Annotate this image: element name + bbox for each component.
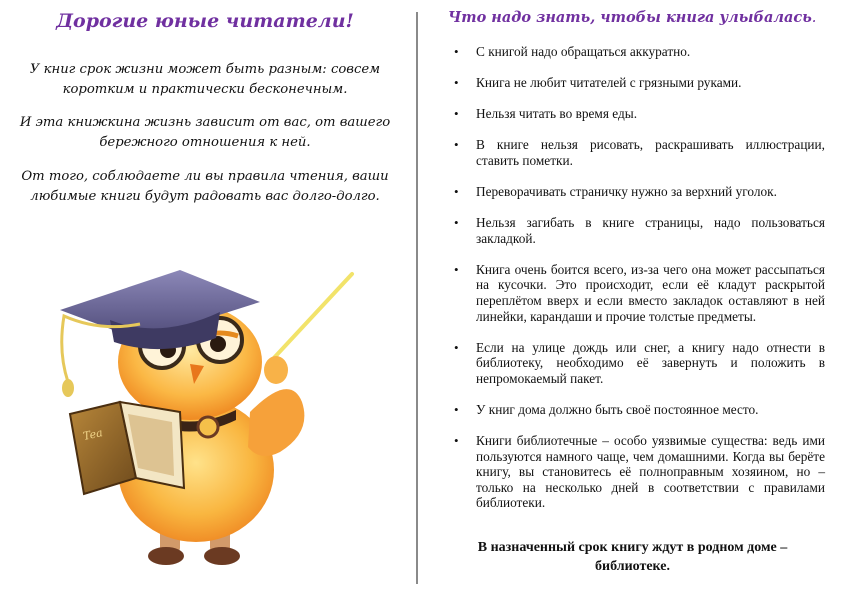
pointer-stick [272, 274, 352, 360]
left-column [0, 0, 410, 590]
rule-item: • Книга очень боится всего, из-за чего она может рассыпаться на кусочки. Это происходит, если её кладут раскрытой переплётом вверх и если вместо закладок оставляют в ней линейки, карандаши и прочие толстые предметы. [476, 262, 825, 324]
rules-title-text: Что надо знать, чтобы книга улыбалась [448, 9, 812, 26]
rules-list [440, 44, 825, 526]
intro-paragraph-1: У книг срок жизни может быть разным: совсем коротким и практически бесконечным. [29, 62, 381, 97]
right-column [440, 0, 830, 590]
closing-statement: В назначенный срок книгу ждут в родном доме – библиотеке. [477, 540, 788, 574]
rule-item: • Книги библиотечные – особо уязвимые существа: ведь ими пользуются намного чаще, чем домашними. Когда вы берёте книгу, вы становитесь её полноправным хозяином, но – только на несколько дней в соответствии с правилами библиотеки. [476, 433, 825, 511]
rule-item: • Нельзя загибать в книге страницы, надо пользоваться закладкой. [476, 215, 825, 246]
rule-item: • Книга не любит читателей с грязными руками. [476, 75, 825, 91]
intro-paragraph-2: И эта книжкина жизнь зависит от вас, от вашего бережного отношения к ней. [19, 115, 391, 150]
rules-title [448, 9, 816, 26]
owl-professor-illustration [40, 262, 370, 582]
book-cover-text: Tea [81, 426, 104, 443]
owl-wing [248, 389, 304, 456]
intro-paragraph-3: От того, соблюдаете ли вы правила чтения, ваши любимые книги будут радовать вас долго-долго. [21, 169, 389, 204]
collar-medal [198, 417, 218, 437]
column-divider [416, 12, 418, 584]
rule-item: • Если на улице дождь или снег, а книгу надо отнести в библиотеку, необходимо её завернуть и положить в непромокаемый пакет. [476, 340, 825, 387]
rule-item: • Нельзя читать во время еды. [476, 106, 825, 122]
owl-hand [264, 356, 288, 384]
rule-item: • В книге нельзя рисовать, раскрашивать иллюстрации, ставить пометки. [476, 137, 825, 168]
left-title: Дорогие юные читатели! [56, 10, 354, 32]
rule-item: • С книгой надо обращаться аккуратно. [476, 44, 825, 60]
rules-title-end: . [811, 10, 817, 26]
open-book-icon [70, 402, 184, 494]
rule-item: • Переворачивать страничку нужно за верхний уголок. [476, 184, 825, 200]
rule-item: • У книг дома должно быть своё постоянное место. [476, 402, 825, 418]
